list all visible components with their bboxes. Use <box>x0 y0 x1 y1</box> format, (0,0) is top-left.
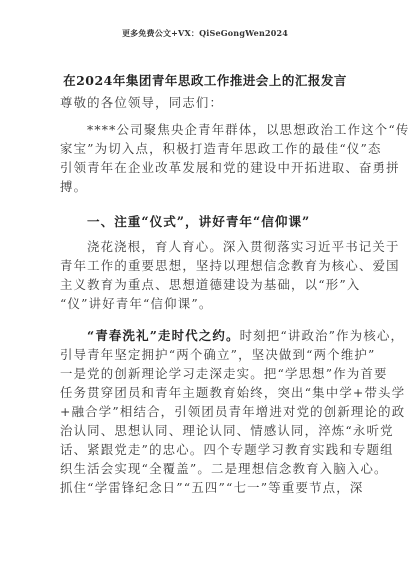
paragraph-line: 任务贯穿团员和青年主题教育始终，突出“集中学+带头学 <box>60 385 406 400</box>
salutation: 尊敬的各位领导，同志们： <box>60 95 224 110</box>
section-line: 主义教育为重点、思想道德建设为基础，以“形”入 <box>60 277 361 292</box>
intro-line: ****公司聚焦央企青年群体，以思想政治工作这个“传 <box>87 122 410 137</box>
section-line: “仪”讲好青年“信仰课”。 <box>60 296 213 311</box>
paragraph-line: 抓住“学雷锋纪念日”“五四”“七一”等重要节点，深 <box>60 480 364 495</box>
paragraph-line: 引导青年坚定拥护“两个确立”，坚决做到“两个维护” <box>60 347 376 362</box>
paragraph-lead-bold: “青春洗礼”走时代之约。 <box>87 328 240 343</box>
paragraph-line: 话、紧跟党走”的忠心。四个专题学习教育实践和专题组 <box>60 442 394 457</box>
paragraph-line: 治认同、思想认同、理论认同、情感认同，淬炼“永听党 <box>60 423 394 438</box>
intro-line: 家宝”为切入点，积极打造青年思政工作的最佳“仪”态 <box>60 141 382 156</box>
paragraph-first-line <box>87 327 404 345</box>
paragraph-line: 织生活会实现“全覆盖”。二是理想信念教育入脑入心。 <box>60 461 388 476</box>
paragraph-lead-rest: 时刻把“讲政治”作为核心， <box>239 328 405 343</box>
paragraph-line: +融合学”相结合，引领团员青年增进对党的创新理论的政 <box>60 404 406 419</box>
intro-line: 搏。 <box>60 179 88 194</box>
section-line: 浇花浇根，育人育心。深入贯彻落实习近平书记关于 <box>87 239 400 254</box>
section-line: 青年工作的重要思想，坚持以理想信念教育为核心、爱国 <box>60 258 400 273</box>
document-title: 在2024年集团青年思政工作推进会上的汇报发言 <box>63 73 347 88</box>
section-heading: 一、注重“仪式”，讲好青年“信仰课” <box>87 214 311 229</box>
intro-line: 引领青年在企业改革发展和党的建设中开拓进取、奋勇拼 <box>60 160 400 175</box>
paragraph-line: 一是党的创新理论学习走深走实。把“学思想”作为首要 <box>60 366 388 381</box>
header-note: 更多免费公文+VX：QiSeGongWen2024 <box>121 28 289 38</box>
